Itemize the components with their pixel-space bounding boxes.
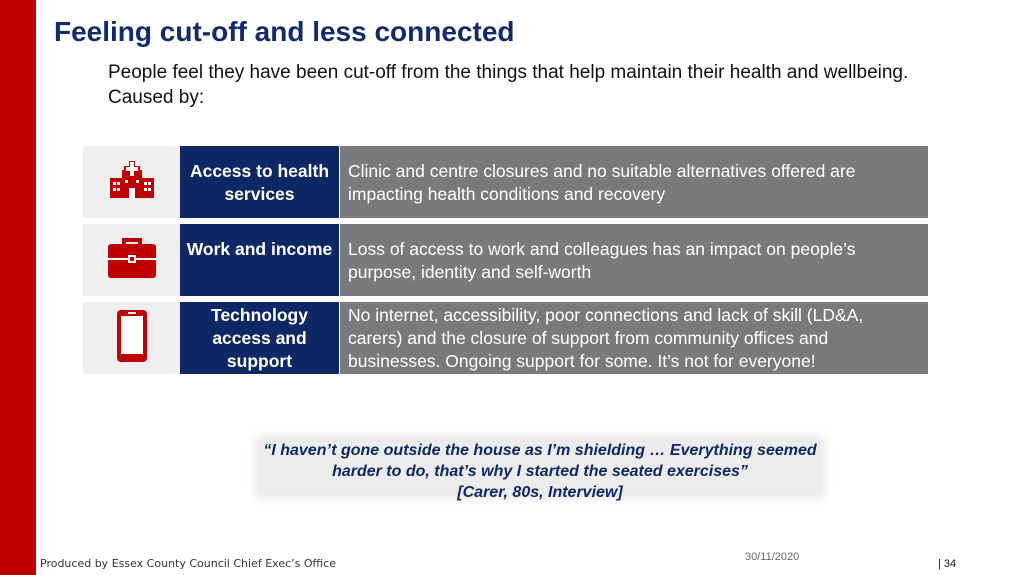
cause-row-technology [83,302,928,374]
cause-row-work [83,224,928,296]
icon-cell [83,224,180,296]
page-subtitle: People feel they have been cut-off from the things that help maintain their health and wellbeing. Caused by: [108,62,909,108]
quote-text: “I haven’t gone outside the house as I’m shielding … Everything seemed harder to do, that’s why I started the seated exercises” [263,442,817,480]
hospital-icon [108,160,156,205]
cause-description: No internet, accessibility, poor connections and lack of skill (LD&A, carers) and the closure of support from community offices and businesses. Ongoing support for some. It’s not for everyone! [340,302,928,374]
page-title: Feeling cut-off and less connected [54,16,515,47]
footer-date: 30/11/2020 [745,551,800,563]
page-number: | 34 [938,558,957,570]
cause-label: Technology access and support [180,302,339,374]
cause-row-health [83,146,928,218]
cause-label: Access to health services [180,146,339,218]
cause-description: Clinic and centre closures and no suitable alternatives offered are impacting health conditions and recovery [340,146,928,218]
icon-cell [83,146,180,218]
briefcase-icon [106,236,158,285]
mobile-phone-icon [116,309,148,368]
cause-label: Work and income [180,224,339,296]
quote-attribution: [Carer, 80s, Interview] [457,484,623,501]
accent-bar [0,0,36,575]
footer-credit: Produced by Essex County Council Chief Exec’s Office [40,557,336,570]
icon-cell [83,302,180,374]
cause-description: Loss of access to work and colleagues has an impact on people’s purpose, identity and self-worth [340,224,928,296]
quote [240,440,840,503]
